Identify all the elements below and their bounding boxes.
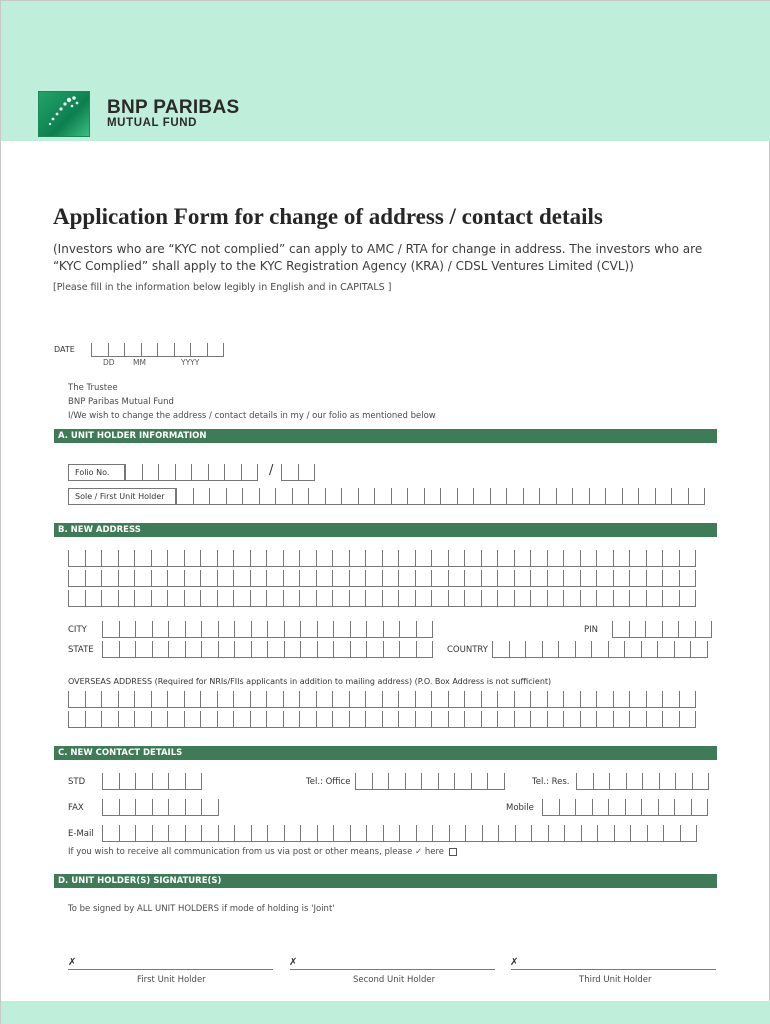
mobile-label: Mobile — [506, 803, 534, 813]
page-title: Application Form for change of address / contact details — [53, 204, 603, 229]
pin-label: PIN — [584, 625, 598, 635]
overseas-line1-input[interactable] — [68, 691, 696, 708]
pin-input[interactable] — [612, 621, 712, 638]
kyc-note: (Investors who are “KYC not complied” can apply to AMC / RTA for change in address. The investors who are “KYC Complied” shall apply to the KYC Registration Agency (KRA) / CDSL Ventures Limited (CVL)) — [53, 242, 703, 273]
address-line3-input[interactable] — [68, 590, 696, 607]
brand-subtitle: MUTUAL FUND — [107, 117, 198, 129]
brand-name: BNP PARIBAS — [107, 97, 240, 118]
date-label: DATE — [54, 345, 75, 354]
date-mm-hint: MM — [133, 358, 146, 367]
addressee-line3: I/We wish to change the address / contact details in my / our folio as mentioned below — [68, 411, 436, 421]
tel-res-label: Tel.: Res. — [532, 777, 570, 787]
date-yyyy-hint: YYYY — [181, 358, 200, 367]
footer-band — [1, 1001, 770, 1024]
first-holder-caption: First Unit Holder — [137, 975, 206, 985]
addressee-line2: BNP Paribas Mutual Fund — [68, 397, 174, 407]
tel-res-input[interactable] — [576, 773, 709, 790]
signature-note: To be signed by ALL UNIT HOLDERS if mode of holding is 'Joint' — [68, 904, 335, 914]
email-input[interactable] — [102, 825, 697, 842]
second-holder-caption: Second Unit Holder — [353, 975, 436, 985]
first-signature-line[interactable] — [68, 969, 273, 970]
folio-suffix-input[interactable] — [281, 464, 315, 481]
city-label: CITY — [68, 625, 87, 635]
bnp-logo-icon — [38, 91, 90, 137]
post-communication-checkbox[interactable] — [449, 848, 457, 856]
post-communication-note — [68, 847, 457, 857]
std-label: STD — [68, 777, 86, 787]
state-label: STATE — [68, 645, 94, 655]
folio-separator: / — [269, 463, 274, 478]
date-dd-hint: DD — [103, 358, 115, 367]
second-signature-line[interactable] — [290, 969, 495, 970]
address-line2-input[interactable] — [68, 570, 696, 587]
sole-holder-label: Sole / First Unit Holder — [68, 488, 176, 505]
post-note-text: If you wish to receive all communication from us via post or other means, please ✓ here — [68, 847, 444, 857]
third-holder-caption: Third Unit Holder — [579, 975, 652, 985]
sole-holder-input[interactable] — [176, 488, 705, 505]
section-a-header: A. UNIT HOLDER INFORMATION — [54, 429, 717, 443]
overseas-label: OVERSEAS ADDRESS (Required for NRIs/FIIs applicants in addition to mailing address) (P.O. Box Address is not sufficient) — [68, 677, 552, 686]
tel-office-label: Tel.: Office — [306, 777, 351, 787]
third-signature-line[interactable] — [511, 969, 716, 970]
date-input[interactable] — [91, 343, 224, 357]
fax-input[interactable] — [102, 799, 219, 816]
second-sign-mark: ✗ — [289, 957, 298, 968]
first-sign-mark: ✗ — [68, 957, 77, 968]
addressee-line1: The Trustee — [68, 383, 118, 393]
overseas-line2-input[interactable] — [68, 711, 696, 728]
country-label: COUNTRY — [447, 645, 488, 655]
section-c-header: C. NEW CONTACT DETAILS — [54, 746, 717, 760]
tel-office-input[interactable] — [355, 773, 505, 790]
folio-input[interactable] — [125, 464, 258, 481]
city-input[interactable] — [102, 621, 433, 638]
country-input[interactable] — [492, 641, 708, 658]
email-label: E-Mail — [68, 829, 94, 839]
state-input[interactable] — [102, 641, 433, 658]
address-line1-input[interactable] — [68, 550, 696, 567]
mobile-input[interactable] — [542, 799, 708, 816]
folio-label: Folio No. — [68, 464, 125, 481]
std-input[interactable] — [102, 773, 202, 790]
third-sign-mark: ✗ — [510, 957, 519, 968]
section-b-header: B. NEW ADDRESS — [54, 523, 717, 537]
section-d-header: D. UNIT HOLDER(S) SIGNATURE(S) — [54, 874, 717, 888]
fill-instruction: [Please fill in the information below legibly in English and in CAPITALS ] — [53, 282, 392, 293]
fax-label: FAX — [68, 803, 84, 813]
